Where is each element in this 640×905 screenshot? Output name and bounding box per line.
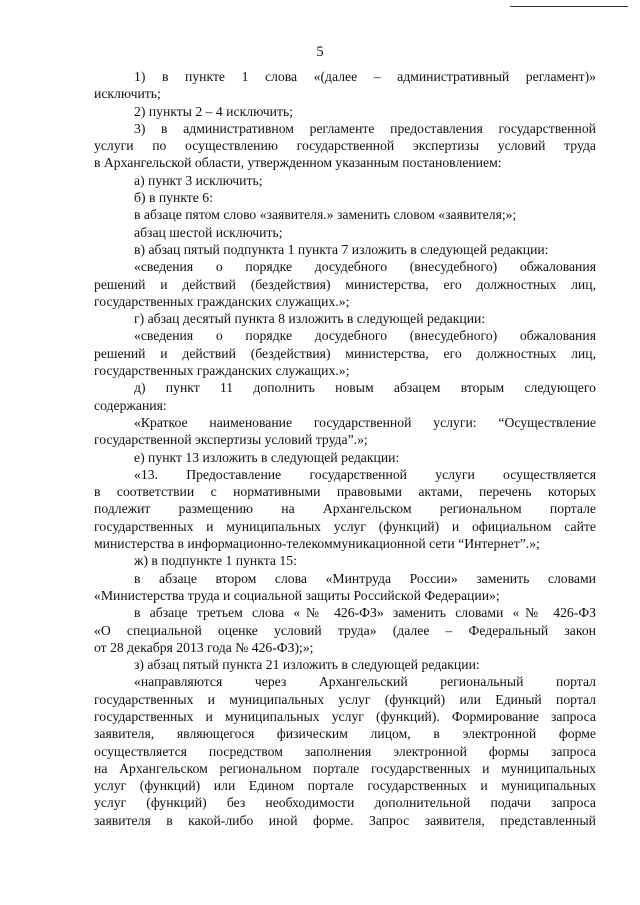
text-line: подлежит размещению на Архангельском региональном портале xyxy=(94,501,596,517)
text-line: министерства в информационно-телекоммуникационной сети “Интернет”.»; xyxy=(94,536,540,552)
text-line: услуги по осуществлению государственной экспертизы условий труда xyxy=(94,138,596,154)
text-line: з) абзац пятый пункта 21 изложить в следующей редакции: xyxy=(134,657,480,673)
text-line: в) абзац пятый подпункта 1 пункта 7 изложить в следующей редакции: xyxy=(134,241,549,257)
text-line: государственных и муниципальных услуг (функций). Формирование запроса xyxy=(94,708,596,724)
text-line: государственных и муниципальных услуг (функций) и официальном сайте xyxy=(94,518,596,534)
text-line: осуществляется посредством заполнения электронной формы запроса xyxy=(94,743,596,759)
text-line: г) абзац десятый пункта 8 изложить в следующей редакции: xyxy=(134,311,486,327)
text-line: б) в пункте 6: xyxy=(134,190,213,206)
text-line: государственных гражданских служащих.»; xyxy=(94,293,350,309)
text-line: абзац шестой исключить; xyxy=(134,224,283,240)
text-line: заявителя в какой-либо иной форме. Запрос заявителя, представленный xyxy=(94,812,596,828)
text-line: 3) в административном регламенте предоставления государственной xyxy=(134,120,596,136)
text-line: услуг (функций) без необходимости дополнительной подачи запроса xyxy=(94,795,596,811)
text-line: «13. Предоставление государственной услуги осуществляется xyxy=(134,466,596,482)
text-line: государственных и муниципальных услуг (функций) или Единый портал xyxy=(94,691,596,707)
text-line: решений и действий (бездействия) министерства, его должностных лиц, xyxy=(94,276,596,292)
text-line: «сведения о порядке досудебного (внесудебного) обжалования xyxy=(134,328,596,344)
document-body xyxy=(94,68,596,829)
text-line: «О специальной оценке условий труда» (далее – Федеральный закон xyxy=(94,622,596,638)
text-line: государственной экспертизы условий труда”.»; xyxy=(94,432,368,448)
page-number: 5 xyxy=(316,44,324,60)
text-line: 2) пункты 2 – 4 исключить; xyxy=(134,103,294,119)
text-line: 1) в пункте 1 слова «(далее – административный регламент)» xyxy=(134,69,596,84)
text-line: е) пункт 13 изложить в следующей редакции: xyxy=(134,449,400,465)
text-line: содержания: xyxy=(94,397,167,413)
text-line: д) пункт 11 дополнить новым абзацем вторым следующего xyxy=(134,380,596,396)
text-line: решений и действий (бездействия) министерства, его должностных лиц, xyxy=(94,345,596,361)
text-line: «направляются через Архангельский региональный портал xyxy=(134,674,596,690)
text-line: ж) в подпункте 1 пункта 15: xyxy=(134,553,297,569)
text-line: в Архангельской области, утвержденном указанным постановлением: xyxy=(94,155,502,171)
header-rule xyxy=(510,6,628,7)
text-line: на Архангельском региональном портале государственных и муниципальных xyxy=(94,760,596,776)
text-line: исключить; xyxy=(94,86,161,102)
text-line: в абзаце третьем слова «№ 426-ФЗ» заменить словами «№ 426-ФЗ xyxy=(134,605,596,621)
text-line: «сведения о порядке досудебного (внесудебного) обжалования xyxy=(134,259,596,275)
text-line: в абзаце втором слова «Минтруда России» заменить словами xyxy=(134,570,596,586)
text-line: в соответствии с нормативными правовыми актами, перечень которых xyxy=(94,484,596,500)
text-line: от 28 декабря 2013 года № 426-ФЗ);»; xyxy=(94,639,314,655)
text-line: в абзаце пятом слово «заявителя.» заменить словом «заявителя;»; xyxy=(134,207,517,223)
text-line: «Министерства труда и социальной защиты Российской Федерации»; xyxy=(94,587,500,603)
text-line: заявителя, являющегося физическим лицом, в электронной форме xyxy=(94,726,596,742)
text-line: услуг (функций) или Едином портале государственных и муниципальных xyxy=(94,778,596,794)
text-line: «Краткое наименование государственной услуги: “Осуществление xyxy=(134,414,596,430)
text-line: государственных гражданских служащих.»; xyxy=(94,363,350,379)
text-line: а) пункт 3 исключить; xyxy=(134,172,263,188)
